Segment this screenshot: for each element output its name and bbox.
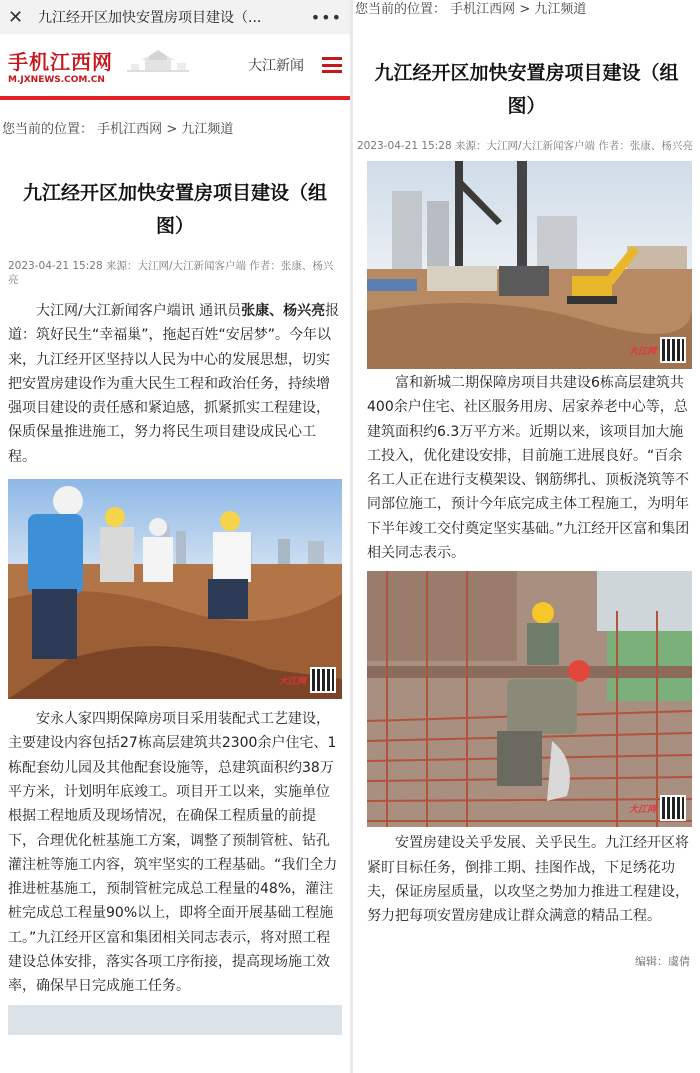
breadcrumb-channel[interactable]: 九江频道 bbox=[534, 2, 587, 17]
breadcrumb-sep: > bbox=[519, 2, 531, 17]
breadcrumb-home[interactable]: 手机江西网 bbox=[97, 122, 163, 137]
photo-watermark bbox=[279, 667, 336, 693]
article-photo-rebar bbox=[367, 571, 692, 827]
article-title: 九江经开区加快安置房项目建设（组图） bbox=[374, 62, 679, 117]
lead-body: 报道：筑好民生“幸福巢”，拖起百姓“安居梦”。今年以来，九江经开区坚持以人民为中心的发展思想，切实把安置房建设作为重大民生工程和政治任务，持续增强项目建设的责任感和紧迫感，抓紧抓实工程建设，保质保量推进施工，努力将民生项目建设成民心工程。 bbox=[8, 303, 340, 465]
logo-text: 手机江西网 bbox=[8, 49, 113, 74]
article-paragraph-2: 安永人家四期保障房项目采用装配式工艺建设，主要建设内容包括27栋高层建筑共2300余户住宅、1栋配套幼儿园及其他配套设施等，总建筑面积约38万平方米，计划明年底竣工。项目开工以来，实施单位根据工程地质及现场情况，在确保工程质量的前提下，合理优化桩基施工方案，调整了预制管桩、钻孔灌注桩等施工内容，筑牢坚实的工程基础。“我们全力推进桩基施工，预制管桩完成总工程量的48%，灌注桩完成总工程量90%以上，即将全面开展基础工程施工。”九江经开区富和集团相关同志表示，将对照工程建设总体安排，落实各项工序衔接，提高现场施工效率，确保早日完成施工任务。 bbox=[8, 711, 338, 995]
article-paragraph-4: 安置房建设关乎发展、关乎民生。九江经开区将紧盯目标任务，倒排工期、挂图作战，下足绣花功夫，保证房屋质量，以攻坚之势加力推进工程建设，努力把每项安置房建成让群众满意的精品工程。 bbox=[367, 835, 689, 925]
photo-workers-image bbox=[8, 479, 342, 699]
hamburger-menu-icon[interactable] bbox=[322, 57, 342, 73]
wechat-top-bar bbox=[0, 0, 350, 34]
article-photo-workers bbox=[8, 479, 342, 699]
wechat-page-title: 九江经开区加快安置房项目建设（... bbox=[38, 10, 262, 26]
article-photo-piling-rig bbox=[367, 161, 692, 369]
article-title: 九江经开区加快安置房项目建设（组图） bbox=[22, 182, 327, 237]
right-screenshot bbox=[353, 0, 700, 1073]
breadcrumb-channel[interactable]: 九江频道 bbox=[181, 122, 234, 137]
site-logo[interactable] bbox=[8, 46, 113, 85]
watermark-text: 大江网 bbox=[628, 346, 656, 357]
breadcrumb-label: 您当前的位置： bbox=[355, 2, 447, 17]
qr-code-icon bbox=[660, 337, 686, 363]
article-meta: 2023-04-21 15:28 来源：大江网/大江新闻客户端 作者：张康、杨兴亮 bbox=[8, 260, 334, 286]
breadcrumb-label: 您当前的位置： bbox=[2, 122, 94, 137]
photo-watermark bbox=[629, 795, 686, 821]
breadcrumb-sep: > bbox=[166, 122, 178, 137]
article-editor: 编辑：虞倩 bbox=[635, 954, 690, 968]
header-red-line bbox=[0, 96, 350, 100]
close-icon[interactable]: ✕ bbox=[8, 6, 24, 28]
site-header bbox=[0, 34, 350, 96]
qr-code-icon bbox=[310, 667, 336, 693]
breadcrumb-home[interactable]: 手机江西网 bbox=[450, 2, 516, 17]
article-paragraph-3: 富和新城二期保障房项目共建设6栋高层建筑共400余户住宅、社区服务用房、居家养老中心等，总建筑面积约6.3万平方米。近期以来，该项目加大施工投入，优化建设安排，目前施工进展良好。“百余名工人正在进行支模架设、钢筋绑扎、顶板浇筑等不同部位施工，预计今年底完成主体工程施工，为明年下半年竣工交付奠定坚实基础。”九江经开区富和集团相关同志表示。 bbox=[367, 375, 690, 562]
pavilion-skyline-icon bbox=[127, 48, 189, 82]
qr-code-icon bbox=[660, 795, 686, 821]
photo-rebar-image bbox=[367, 571, 692, 827]
breadcrumb-top bbox=[353, 0, 700, 17]
article-meta: 2023-04-21 15:28 来源：大江网/大江新闻客户端 作者：张康、杨兴亮 bbox=[357, 140, 693, 152]
nav-dajiang-news[interactable]: 大江新闻 bbox=[248, 58, 304, 74]
more-dots-icon[interactable]: ••• bbox=[310, 7, 342, 27]
watermark-text: 大江网 bbox=[278, 676, 306, 687]
author-names: 张康、杨兴亮 bbox=[241, 303, 326, 319]
breadcrumb bbox=[0, 118, 350, 137]
article-photo-partial bbox=[8, 1005, 342, 1035]
photo-watermark bbox=[629, 337, 686, 363]
article-paragraph-1 bbox=[0, 299, 350, 469]
logo-domain: M.JXNEWS.COM.CN bbox=[8, 74, 105, 85]
watermark-text: 大江网 bbox=[628, 804, 656, 815]
lead-text: 大江网/大江新闻客户端讯 通讯员 bbox=[36, 303, 242, 319]
